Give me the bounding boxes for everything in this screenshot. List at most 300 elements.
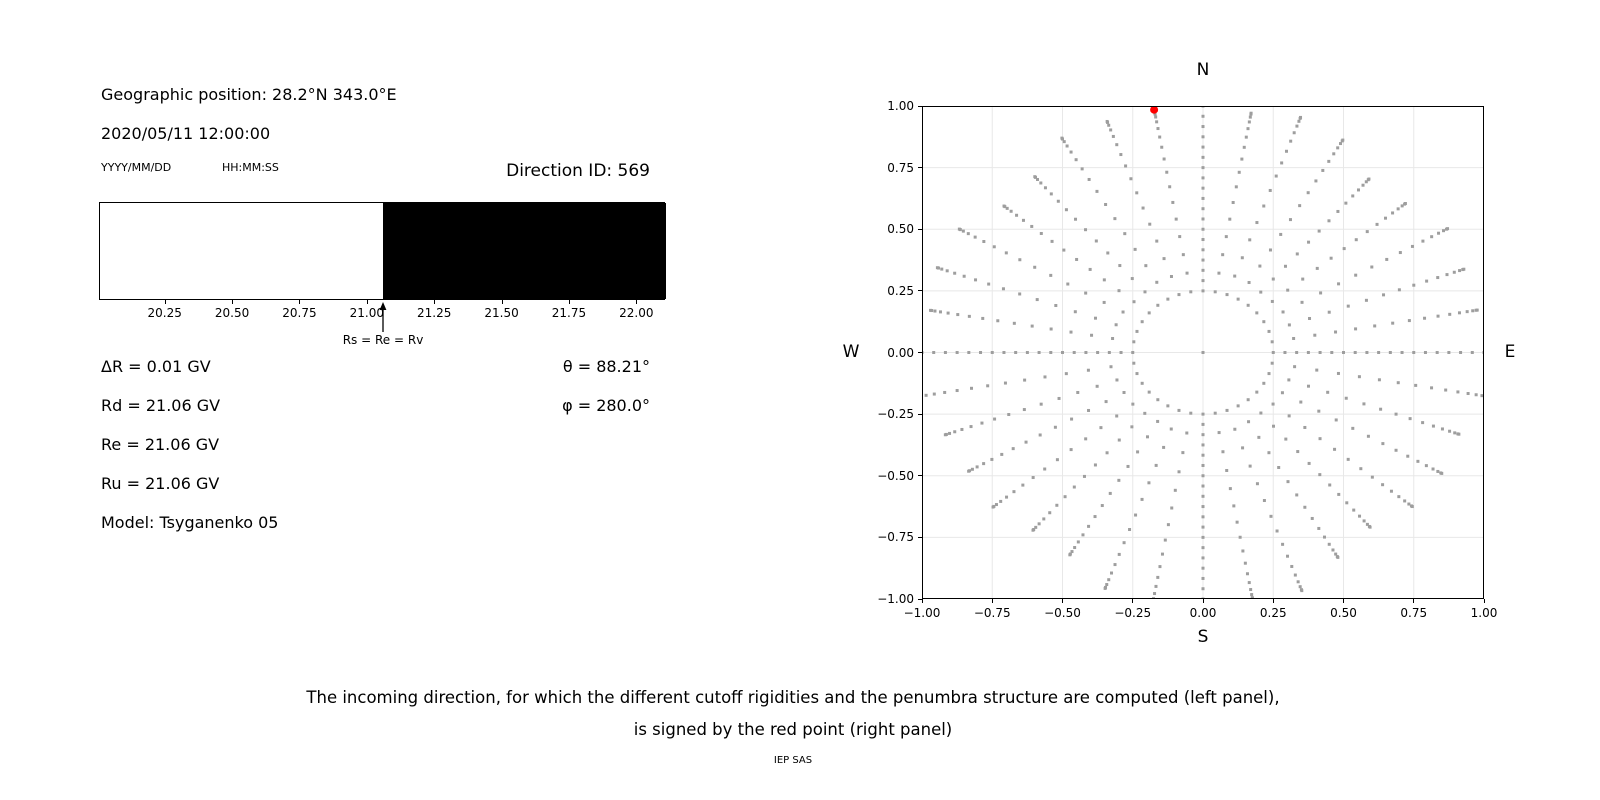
- direction-dot: [1113, 217, 1116, 220]
- datetime-label: 2020/05/11 12:00:00: [101, 124, 271, 143]
- direction-dot: [1101, 504, 1104, 507]
- sky-xtick-mark: [1132, 599, 1133, 603]
- direction-dot: [1135, 330, 1138, 333]
- direction-dot: [1147, 481, 1150, 484]
- direction-dot: [1202, 269, 1205, 272]
- direction-dot: [1284, 265, 1287, 268]
- direction-dot: [1090, 334, 1093, 337]
- direction-dot: [1070, 151, 1073, 154]
- direction-dot: [1135, 191, 1138, 194]
- bar-tick-mark: [165, 300, 166, 304]
- direction-dot: [1272, 425, 1275, 428]
- direction-dot: [1225, 235, 1228, 238]
- direction-dot: [1062, 249, 1065, 252]
- direction-dot: [1202, 413, 1205, 416]
- sky-xtick-mark: [1203, 599, 1204, 603]
- direction-dot: [1459, 351, 1462, 354]
- direction-dot: [1010, 210, 1013, 213]
- direction-dot: [1202, 289, 1205, 292]
- direction-dot: [1118, 264, 1121, 267]
- direction-dot: [1328, 543, 1331, 546]
- direction-dot: [1087, 525, 1090, 528]
- direction-dot: [968, 315, 971, 318]
- direction-dot: [1271, 340, 1274, 343]
- direction-dot: [1236, 521, 1239, 524]
- direction-dot: [1061, 351, 1064, 354]
- direction-dot: [1005, 496, 1008, 499]
- direction-dot: [1115, 378, 1118, 381]
- theta-value: θ = 88.21°: [562, 357, 650, 376]
- direction-dot: [1218, 431, 1221, 434]
- direction-dot: [1384, 217, 1387, 220]
- direction-dot: [1332, 152, 1335, 155]
- direction-dot: [1155, 281, 1158, 284]
- direction-dot: [1301, 301, 1304, 304]
- direction-dot: [1367, 178, 1370, 181]
- direction-dot: [1352, 509, 1355, 512]
- direction-dot: [1381, 483, 1384, 486]
- direction-dot: [1385, 258, 1388, 261]
- direction-dot: [1284, 438, 1287, 441]
- direction-dot: [944, 351, 947, 354]
- direction-dot: [1300, 589, 1303, 592]
- direction-dot: [1051, 240, 1054, 243]
- direction-dot: [1131, 277, 1134, 280]
- direction-dot: [1202, 464, 1205, 467]
- direction-dot: [1202, 125, 1205, 128]
- direction-dot: [1162, 446, 1165, 449]
- direction-dot: [1109, 492, 1112, 495]
- direction-dot: [1257, 436, 1260, 439]
- direction-dot: [929, 309, 932, 312]
- sky-ytick-label: 0.75: [887, 160, 914, 175]
- sky-ytick-label: −0.25: [877, 407, 914, 422]
- bar-tick-label: 21.50: [484, 306, 519, 320]
- direction-dot: [1248, 281, 1251, 284]
- direction-dot: [1321, 169, 1324, 172]
- direction-dot: [958, 228, 961, 231]
- direction-dot: [1377, 351, 1380, 354]
- direction-dot: [1247, 398, 1250, 401]
- direction-dot: [1425, 280, 1428, 283]
- direction-dot: [1076, 391, 1079, 394]
- direction-dot: [1376, 223, 1379, 226]
- direction-dot: [1136, 450, 1139, 453]
- direction-dot: [1240, 158, 1243, 161]
- direction-dot: [1313, 334, 1316, 337]
- sky-xtick-mark: [992, 599, 993, 603]
- direction-dot: [953, 272, 956, 275]
- direction-dot: [933, 393, 936, 396]
- direction-dot: [1382, 293, 1385, 296]
- sky-xtick-label: 1.00: [1470, 606, 1498, 620]
- direction-dot: [1351, 194, 1354, 197]
- sky-xtick-mark: [1484, 599, 1485, 603]
- direction-dot: [1003, 205, 1006, 208]
- direction-dot: [1319, 291, 1322, 294]
- direction-dot: [1299, 585, 1302, 588]
- direction-dot: [1351, 427, 1354, 430]
- direction-dot: [1094, 317, 1097, 320]
- direction-dot: [974, 278, 977, 281]
- direction-dot: [1296, 252, 1299, 255]
- direction-dot: [1365, 299, 1368, 302]
- direction-dot: [1319, 351, 1322, 354]
- direction-dot: [1333, 448, 1336, 451]
- direction-dot: [1112, 135, 1115, 138]
- direction-dot: [1233, 428, 1236, 431]
- direction-dot: [1038, 351, 1041, 354]
- direction-dot: [1153, 592, 1156, 595]
- direction-dot: [1335, 418, 1338, 421]
- direction-dot: [1282, 310, 1285, 313]
- sky-ytick-mark: [918, 537, 922, 538]
- direction-dot: [1014, 351, 1017, 354]
- direction-dot: [1202, 217, 1205, 220]
- bar-tick-mark: [434, 300, 435, 304]
- direction-dot: [1354, 274, 1357, 277]
- direction-dot: [1295, 493, 1298, 496]
- direction-dot: [1255, 221, 1258, 224]
- direction-dot: [1298, 204, 1301, 207]
- direction-dot: [1286, 555, 1289, 558]
- direction-dot: [967, 470, 970, 473]
- direction-dot: [1202, 156, 1205, 159]
- sky-ytick-mark: [918, 352, 922, 353]
- direction-dot: [1367, 435, 1370, 438]
- direction-dot: [1397, 381, 1400, 384]
- direction-dot: [1042, 517, 1045, 520]
- direction-dot: [1131, 403, 1134, 406]
- direction-dot: [1155, 240, 1158, 243]
- direction-dot: [1202, 351, 1205, 354]
- direction-dot: [1404, 202, 1407, 205]
- direction-dot: [1032, 476, 1035, 479]
- direction-dot: [1241, 446, 1244, 449]
- direction-dot: [1141, 382, 1144, 385]
- direction-dot: [1357, 188, 1360, 191]
- direction-dot: [1441, 427, 1444, 430]
- direction-dot: [1398, 288, 1401, 291]
- direction-dot: [1412, 284, 1415, 287]
- direction-dot: [1248, 581, 1251, 584]
- direction-dot: [1057, 200, 1060, 203]
- penumbra-bar-chart: [99, 202, 665, 347]
- direction-dot: [1103, 278, 1106, 281]
- direction-dot: [1134, 248, 1137, 251]
- direction-dot: [1033, 175, 1036, 178]
- direction-dot: [1248, 120, 1251, 123]
- direction-dot: [1111, 337, 1114, 340]
- direction-dot: [1033, 266, 1036, 269]
- direction-dot: [1002, 351, 1005, 354]
- direction-dot: [1354, 351, 1357, 354]
- direction-dot: [1007, 413, 1010, 416]
- compass-east-label: E: [1504, 342, 1516, 362]
- compass-west-label: W: [842, 342, 860, 362]
- direction-dot: [1202, 526, 1205, 529]
- direction-dot: [1119, 153, 1122, 156]
- direction-dot: [1391, 322, 1394, 325]
- direction-dot: [1023, 379, 1026, 382]
- direction-dot: [1239, 536, 1242, 539]
- direction-dot: [1054, 304, 1057, 307]
- direction-dot: [971, 468, 974, 471]
- direction-dot: [1202, 187, 1205, 190]
- direction-dot: [1229, 487, 1232, 490]
- direction-dot: [1081, 167, 1084, 170]
- direction-dot: [1347, 458, 1350, 461]
- direction-dot: [967, 232, 970, 235]
- direction-dot: [1246, 127, 1249, 130]
- direction-dot: [1344, 202, 1347, 205]
- direction-dot: [1214, 412, 1217, 415]
- direction-dot: [1013, 322, 1016, 325]
- direction-dot: [1286, 289, 1289, 292]
- direction-dot: [1123, 391, 1126, 394]
- sky-ytick-mark: [918, 167, 922, 168]
- direction-dot: [1249, 465, 1252, 468]
- direction-dot: [1225, 469, 1228, 472]
- direction-dot: [1314, 179, 1317, 182]
- direction-dot: [1421, 240, 1424, 243]
- sky-ytick-mark: [918, 229, 922, 230]
- direction-dot: [1060, 137, 1063, 140]
- direction-dot: [1458, 311, 1461, 314]
- direction-dot: [1073, 351, 1076, 354]
- direction-dot: [1065, 372, 1068, 375]
- sky-xtick-mark: [1413, 599, 1414, 603]
- sky-xtick-mark: [1062, 599, 1063, 603]
- direction-dot: [1156, 420, 1159, 423]
- direction-dot: [1466, 310, 1469, 313]
- direction-dot: [982, 240, 985, 243]
- direction-dot: [1286, 480, 1289, 483]
- direction-dot: [1108, 351, 1111, 354]
- direction-dot: [1074, 310, 1077, 313]
- direction-dot: [1249, 116, 1252, 119]
- direction-dot: [1268, 372, 1271, 375]
- direction-dot: [1457, 433, 1460, 436]
- direction-dot: [982, 462, 985, 465]
- direction-dot: [948, 432, 951, 435]
- direction-dot: [932, 351, 935, 354]
- direction-dot: [1005, 251, 1008, 254]
- direction-dot: [1285, 150, 1288, 153]
- bar-tick-label: 20.50: [214, 306, 250, 320]
- direction-dot: [1308, 462, 1311, 465]
- direction-dot: [1050, 328, 1053, 331]
- direction-dot: [1058, 397, 1061, 400]
- direction-dot: [1202, 433, 1205, 436]
- direction-dot: [1456, 390, 1459, 393]
- bar-tick-mark: [367, 300, 368, 304]
- direction-dot: [1104, 203, 1107, 206]
- direction-dot: [1099, 426, 1102, 429]
- sky-xtick-label: −0.25: [1114, 606, 1152, 620]
- direction-dot: [956, 351, 959, 354]
- re-value: Re = 21.06 GV: [101, 435, 220, 454]
- direction-dot: [1118, 289, 1121, 292]
- direction-dot: [1269, 515, 1272, 518]
- direction-dot: [970, 425, 973, 428]
- direction-dot: [1217, 272, 1220, 275]
- direction-dot: [1379, 408, 1382, 411]
- direction-dot: [1123, 232, 1126, 235]
- direction-dot: [1202, 454, 1205, 457]
- direction-dot: [1130, 425, 1133, 428]
- direction-dot: [1050, 192, 1053, 195]
- direction-dot: [1397, 495, 1400, 498]
- direction-dot: [925, 394, 928, 397]
- direction-dot: [1363, 519, 1366, 522]
- direction-dot: [1337, 282, 1340, 285]
- geographic-position-label: Geographic position: 28.2°N 343.0°E: [101, 85, 397, 104]
- direction-dot: [1182, 253, 1185, 256]
- direction-dot: [1317, 410, 1320, 413]
- direction-dot: [1327, 160, 1330, 163]
- direction-dot: [996, 319, 999, 322]
- direction-dot: [962, 230, 965, 233]
- direction-dot: [1134, 514, 1137, 517]
- direction-dot: [1156, 576, 1159, 579]
- direction-dot: [1358, 375, 1361, 378]
- direction-dot: [1155, 464, 1158, 467]
- direction-dot: [1226, 293, 1229, 296]
- direction-dot: [1038, 522, 1041, 525]
- direction-dot: [1303, 506, 1306, 509]
- direction-dot: [946, 269, 949, 272]
- direction-dot: [1202, 115, 1205, 118]
- direction-dot: [1103, 301, 1106, 304]
- direction-dot: [1390, 490, 1393, 493]
- direction-dot: [1189, 412, 1192, 415]
- sky-ytick-label: 0.50: [887, 222, 914, 237]
- direction-dot: [1297, 580, 1300, 583]
- direction-dot: [1268, 330, 1271, 333]
- direction-dot: [1259, 291, 1262, 294]
- direction-dot: [1256, 482, 1259, 485]
- direction-dot: [1170, 275, 1173, 278]
- direction-dot: [1440, 472, 1443, 475]
- direction-dot: [1115, 323, 1118, 326]
- direction-dot: [960, 428, 963, 431]
- direction-dot: [1202, 259, 1205, 262]
- direction-dot: [1161, 553, 1164, 556]
- direction-dot: [1295, 351, 1298, 354]
- direction-dot: [1158, 565, 1161, 568]
- direction-dot: [1432, 468, 1435, 471]
- direction-dot: [1040, 232, 1043, 235]
- direction-dot: [1202, 515, 1205, 518]
- direction-dot: [1362, 402, 1365, 405]
- direction-dot: [1453, 431, 1456, 434]
- direction-dot: [1185, 432, 1188, 435]
- sky-ytick-mark: [918, 290, 922, 291]
- direction-dot: [1066, 145, 1069, 148]
- direction-dot: [1421, 421, 1424, 424]
- direction-dot: [956, 313, 959, 316]
- model-label: Model: Tsyganenko 05: [101, 513, 279, 532]
- direction-dot: [1087, 369, 1090, 372]
- direction-dot: [1447, 351, 1450, 354]
- direction-dot: [1164, 539, 1167, 542]
- direction-dot: [1262, 382, 1265, 385]
- direction-dot: [1026, 351, 1029, 354]
- direction-dot: [1012, 490, 1015, 493]
- direction-dot: [1084, 437, 1087, 440]
- direction-dot: [1018, 258, 1021, 261]
- direction-dot: [1023, 408, 1026, 411]
- direction-dot: [1109, 128, 1112, 131]
- direction-dot: [1166, 404, 1169, 407]
- direction-dot: [1070, 448, 1073, 451]
- sky-ytick-label: −0.50: [877, 468, 914, 483]
- direction-dot: [1154, 585, 1157, 588]
- direction-dot: [1015, 214, 1018, 217]
- direction-dot: [943, 391, 946, 394]
- direction-dot: [1075, 158, 1078, 161]
- direction-dot: [1337, 493, 1340, 496]
- direction-dot: [1444, 389, 1447, 392]
- direction-dot: [1271, 300, 1274, 303]
- direction-dot: [1318, 230, 1321, 233]
- direction-dot: [990, 458, 993, 461]
- direction-dot: [1039, 181, 1042, 184]
- direction-dot: [1296, 450, 1299, 453]
- direction-dot: [1437, 315, 1440, 318]
- direction-dot: [1160, 146, 1163, 149]
- direction-dot: [1202, 546, 1205, 549]
- direction-dot: [1202, 485, 1205, 488]
- direction-dot: [1202, 587, 1205, 590]
- bar-tick-label: 21.00: [349, 306, 385, 320]
- direction-dot: [1373, 324, 1376, 327]
- sky-ytick-label: 0.25: [887, 283, 914, 298]
- direction-dot: [1175, 218, 1178, 221]
- direction-dot: [1021, 484, 1024, 487]
- direction-dot: [1143, 290, 1146, 293]
- direction-dot: [1107, 578, 1110, 581]
- direction-dot: [1345, 397, 1348, 400]
- direction-dot: [995, 503, 998, 506]
- direction-dot: [1202, 567, 1205, 570]
- direction-dot: [1202, 423, 1205, 426]
- direction-dot: [1000, 453, 1003, 456]
- phi-value: φ = 280.0°: [562, 396, 650, 415]
- direction-dot: [1039, 433, 1042, 436]
- direction-dot: [1202, 495, 1205, 498]
- direction-dot: [1036, 298, 1039, 301]
- direction-dot: [1365, 351, 1368, 354]
- direction-dot: [1030, 225, 1033, 228]
- penumbra-region: [383, 203, 666, 299]
- direction-dot: [1165, 171, 1168, 174]
- sky-map-plot: [877, 99, 1498, 620]
- direction-dot: [1228, 218, 1231, 221]
- direction-dot: [1022, 219, 1025, 222]
- direction-dot: [1115, 415, 1118, 418]
- ru-value: Ru = 21.06 GV: [101, 474, 220, 493]
- direction-dot: [1186, 272, 1189, 275]
- direction-dot: [1163, 257, 1166, 260]
- direction-dot: [1411, 505, 1414, 508]
- direction-dot: [944, 433, 947, 436]
- direction-dot: [1328, 311, 1331, 314]
- direction-dot: [1043, 468, 1046, 471]
- direction-dot: [1170, 428, 1173, 431]
- direction-dot: [1202, 474, 1205, 477]
